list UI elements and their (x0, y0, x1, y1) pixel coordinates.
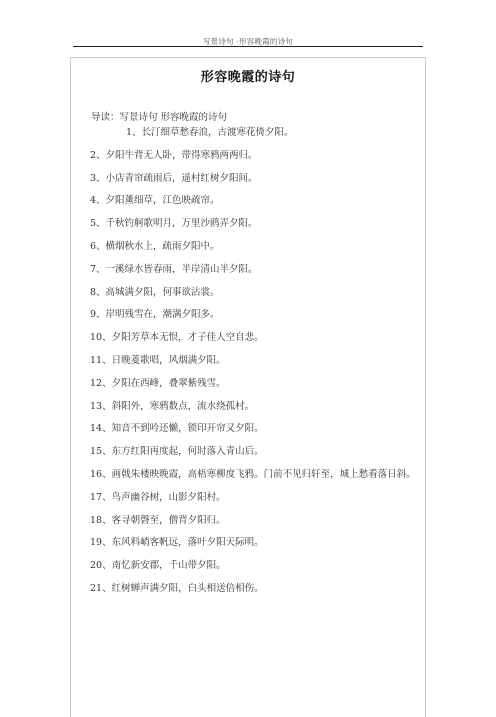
poem-line: 12、夕阳在西峰，叠翠紫残雪。 (90, 377, 226, 389)
poem-line: 2、夕阳牛背无人卧，带得寒鸦两两归。 (90, 149, 258, 161)
poem-line: 16、画戟朱楼映晚霞，高梧寒柳度飞鸦。门前不见归轩至，城上愁看落日斜。 (90, 468, 416, 480)
poem-line: 4、夕阳薰细草，江色映疏帘。 (90, 195, 220, 207)
poem-line: 20、南忆新安郡，千山带夕阳。 (90, 560, 226, 572)
poem-line: 10、夕阳芳草本无恨，才子佳人空自悲。 (90, 332, 264, 344)
poem-line: 9、岸明残雪在，潮满夕阳多。 (90, 309, 220, 321)
poem-list (72, 122, 424, 601)
poem-line: 5、千秋钓舸歌明月，万里沙鸥弄夕阳。 (90, 218, 258, 230)
page-header: 写景诗句 -形容晚霞的诗句 (202, 37, 294, 46)
poem-line: 19、东风料峭客帆远，落叶夕阳天际明。 (90, 537, 264, 549)
poem-line: 13、斜阳外，寒鸦数点，流水绕孤村。 (90, 400, 255, 412)
poem-line: 18、客寻朝磬至，僧背夕阳归。 (90, 514, 226, 526)
poem-line: 6、横烟秋水上，疏雨夕阳中。 (90, 240, 220, 252)
poem-line: 14、知音不到吟还懒，锁印开帘又夕阳。 (90, 423, 264, 435)
poem-line: 3、小店青帘疏雨后，遥村红树夕阳间。 (90, 172, 258, 184)
poem-line: 15、东方红阳再度起，何时落入青山后。 (90, 446, 264, 458)
poem-line: 17、鸟声幽谷树，山影夕阳村。 (90, 491, 226, 503)
poem-line: 1、长汀细草愁春浪，古渡寒花倚夕阳。 (126, 127, 294, 138)
poem-line: 7、一溪绿水皆春雨，半岸清山半夕阳。 (90, 263, 258, 275)
poem-line: 11、日晚菱歌唱，风烟满夕阳。 (90, 354, 226, 366)
intro-text: 导读：写景诗句 形容晚霞的诗句 (91, 112, 228, 123)
poem-line: 21、红树蝉声满夕阳，白头相送倍相伤。 (90, 582, 264, 594)
header-divider (73, 46, 423, 47)
poem-line: 8、高城满夕阳，何事欲沾裳。 (90, 286, 220, 298)
document-title: 形容晚霞的诗句 (200, 70, 296, 85)
